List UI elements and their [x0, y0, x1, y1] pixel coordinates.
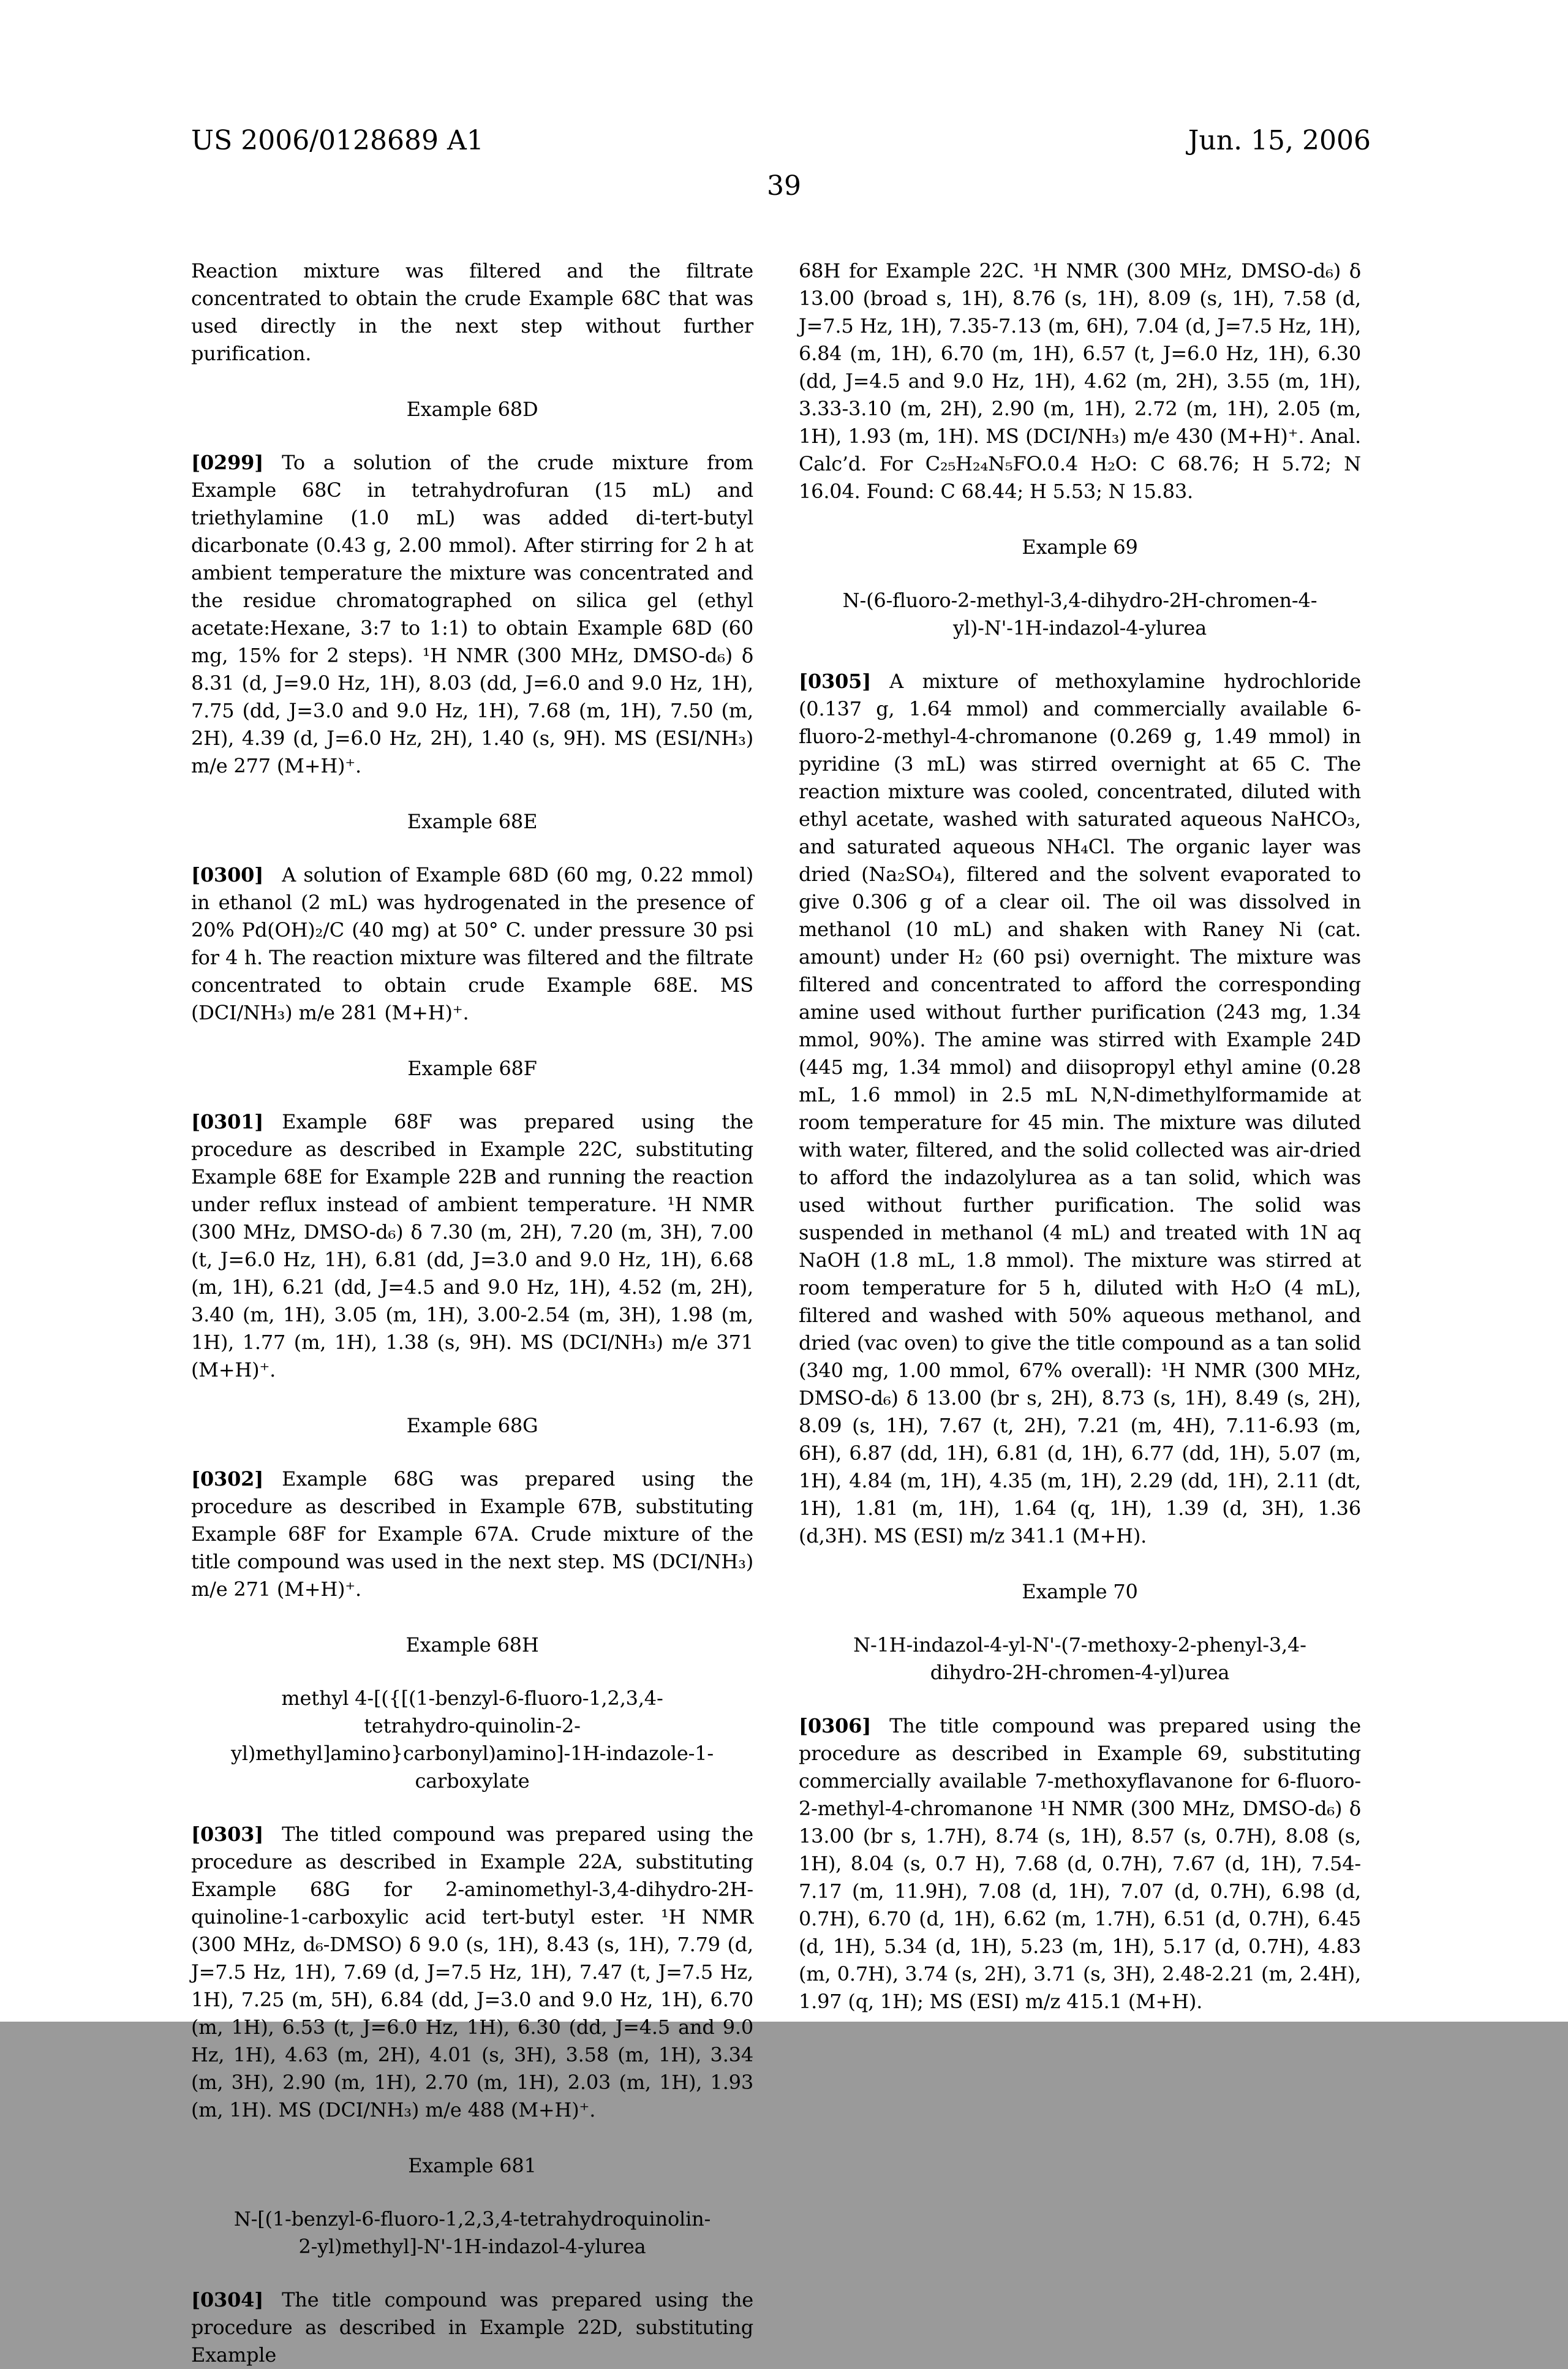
- paragraph-number: [0302]: [191, 1467, 264, 1491]
- example-heading: Example 681: [408, 2154, 537, 2177]
- paragraph-number: [0305]: [799, 670, 872, 693]
- body-paragraph: [191, 449, 753, 780]
- paragraph-number: [0304]: [191, 2288, 264, 2311]
- body-paragraph: [191, 1108, 753, 1384]
- example-heading: Example 70: [1022, 1580, 1138, 1603]
- paragraph-text: Example 68G was prepared using the procedure as described in Example 67B, substituting Example 68F for Example 67A. Crude mixture of the title compound was used in the next step. MS (DCI/NH₃) m/e 271 (M+H)⁺.: [191, 1467, 753, 1601]
- paragraph-text: The titled compound was prepared using the procedure as described in Example 22A, substituting Example 68G for 2-aminomethyl-3,4-dihydro-2H-quinoline-1-carboxylic acid tert-butyl ester. ¹H NMR (300 MHz, d₆-DMSO) δ 9.0 (s, 1H), 8.43 (s, 1H), 7.79 (d, J=7.5 Hz, 1H), 7.69 (d, J=7.5 Hz, 1H), 7.47 (t, J=7.5 Hz, 1H), 7.25 (m, 5H), 6.84 (dd, J=3.0 and 9.0 Hz, 1H), 6.70 (m, 1H), 6.53 (t, J=6.0 Hz, 1H), 6.30 (dd, J=4.5 and 9.0 Hz, 1H), 4.63 (m, 2H), 4.01 (s, 3H), 3.58 (m, 1H), 3.34 (m, 3H), 2.90 (m, 1H), 2.70 (m, 1H), 2.03 (m, 1H), 1.93 (m, 1H). MS (DCI/NH₃) m/e 488 (M+H)⁺.: [191, 1823, 753, 2122]
- compound-name: N-[(1-benzyl-6-fluoro-1,2,3,4-tetrahydroquinolin-2-yl)methyl]-N'-1H-indazol-4-ylurea: [233, 2207, 711, 2258]
- page-header: [191, 126, 1371, 156]
- right-column: [799, 257, 1361, 2369]
- example-heading: Example 68H: [405, 1633, 539, 1657]
- body-paragraph: [799, 1712, 1361, 2016]
- paragraph-number: [0303]: [191, 1823, 264, 1846]
- body-paragraph: Reaction mixture was filtered and the filtrate concentrated to obtain the crude Example 68C that was used directly in the next step without further purification.: [191, 259, 753, 365]
- paragraph-text: A solution of Example 68D (60 mg, 0.22 mmol) in ethanol (2 mL) was hydrogenated in the presence of 20% Pd(OH)₂/C (40 mg) at 50° C. under pressure 30 psi for 4 h. The reaction mixture was filtered and the filtrate concentrated to obtain crude Example 68E. MS (DCI/NH₃) m/e 281 (M+H)⁺.: [191, 863, 753, 1024]
- body-paragraph: [191, 861, 753, 1027]
- paragraph-number: [0299]: [191, 451, 264, 474]
- paragraph-number: [0306]: [799, 1714, 872, 1737]
- page-number: 39: [767, 170, 801, 202]
- example-heading: Example 68D: [406, 398, 538, 421]
- paragraph-text: To a solution of the crude mixture from Example 68C in tetrahydrofuran (15 mL) and triethylamine (1.0 mL) was added di-tert-butyl dicarbonate (0.43 g, 2.00 mmol). After stirring for 2 h at ambient temperature the mixture was concentrated and the residue chromatographed on silica gel (ethyl acetate:Hexane, 3:7 to 1:1) to obtain Example 68D (60 mg, 15% for 2 steps). ¹H NMR (300 MHz, DMSO-d₆) δ 8.31 (d, J=9.0 Hz, 1H), 8.03 (dd, J=6.0 and 9.0 Hz, 1H), 7.75 (dd, J=3.0 and 9.0 Hz, 1H), 7.68 (m, 1H), 7.50 (m, 2H), 4.39 (d, J=6.0 Hz, 2H), 1.40 (s, 9H). MS (ESI/NH₃) m/e 277 (M+H)⁺.: [191, 451, 753, 777]
- patent-number: US 2006/0128689 A1: [191, 125, 484, 156]
- paragraph-text: A mixture of methoxylamine hydrochloride (0.137 g, 1.64 mmol) and commercially available 6-fluoro-2-methyl-4-chromanone (0.269 g, 1.49 mmol) in pyridine (3 mL) was stirred overnight at 65 C. The reaction mixture was cooled, concentrated, diluted with ethyl acetate, washed with saturated aqueous NaHCO₃, and saturated aqueous NH₄Cl. The organic layer was dried (Na₂SO₄), filtered and the solvent evaporated to give 0.306 g of a clear oil. The oil was dissolved in methanol (10 mL) and shaken with Raney Ni (cat. amount) under H₂ (60 psi) overnight. The mixture was filtered and concentrated to afford the corresponding amine used without further purification (243 mg, 1.34 mmol, 90%). The amine was stirred with Example 24D (445 mg, 1.34 mmol) and diisopropyl ethyl amine (0.28 mL, 1.6 mmol) in 2.5 mL N,N-dimethylformamide at room temperature for 45 min. The mixture was diluted with water, filtered, and the solid collected was air-dried to afford the indazolylurea as a tan solid, which was used without further purification. The solid was suspended in methanol (4 mL) and treated with 1N aq NaOH (1.8 mL, 1.8 mmol). The mixture was stirred at room temperature for 5 h, diluted with H₂O (4 mL), filtered and washed with 50% aqueous methanol, and dried (vac oven) to give the title compound as a tan solid (340 mg, 1.00 mmol, 67% overall): ¹H NMR (300 MHz, DMSO-d₆) δ 13.00 (br s, 2H), 8.73 (s, 1H), 8.49 (s, 2H), 8.09 (s, 1H), 7.67 (t, 2H), 7.21 (m, 4H), 7.11-6.93 (m, 6H), 6.87 (dd, 1H), 6.81 (d, 1H), 6.77 (dd, 1H), 5.07 (m, 1H), 4.84 (m, 1H), 4.35 (m, 1H), 2.29 (dd, 1H), 2.11 (dt, 1H), 1.81 (m, 1H), 1.64 (q, 1H), 1.39 (d, 3H), 1.36 (d,3H). MS (ESI) m/z 341.1 (M+H).: [799, 670, 1361, 1547]
- example-heading: Example 68G: [406, 1414, 538, 1437]
- body-paragraph: 68H for Example 22C. ¹H NMR (300 MHz, DMSO-d₆) δ 13.00 (broad s, 1H), 8.76 (s, 1H), 8.09 (s, 1H), 7.58 (d, J=7.5 Hz, 1H), 7.35-7.13 (m, 6H), 7.04 (d, J=7.5 Hz, 1H), 6.84 (m, 1H), 6.70 (m, 1H), 6.57 (t, J=6.0 Hz, 1H), 6.30 (dd, J=4.5 and 9.0 Hz, 1H), 4.62 (m, 2H), 3.55 (m, 1H), 3.33-3.10 (m, 2H), 2.90 (m, 1H), 2.72 (m, 1H), 2.05 (m, 1H), 1.93 (m, 1H). MS (DCI/NH₃) m/e 430 (M+H)⁺. Anal. Calc’d. For C₂₅H₂₄N₅FO.0.4 H₂O: C 68.76; H 5.72; N 16.04. Found: C 68.44; H 5.53; N 15.83.: [799, 259, 1361, 503]
- paragraph-number: [0301]: [191, 1110, 264, 1133]
- body-paragraph: [191, 2286, 753, 2369]
- body-paragraph: [191, 1821, 753, 2124]
- compound-name: methyl 4-[({[(1-benzyl-6-fluoro-1,2,3,4-tetrahydro-quinolin-2-yl)methyl]amino}carbonyl)amino]-1H-indazole-1-carboxylate: [230, 1687, 714, 1793]
- body-paragraph: [191, 1465, 753, 1603]
- example-heading: Example 69: [1022, 535, 1138, 559]
- paragraph-number: [0300]: [191, 863, 264, 886]
- left-column: [191, 257, 753, 2369]
- paragraph-text: The title compound was prepared using the procedure as described in Example 69, substituting commercially available 7-methoxyflavanone for 6-fluoro-2-methyl-4-chromanone ¹H NMR (300 MHz, DMSO-d₆) δ 13.00 (br s, 1.7H), 8.74 (s, 1H), 8.57 (s, 0.7H), 8.08 (s, 1H), 8.04 (s, 0.7 H), 7.68 (d, 0.7H), 7.67 (d, 1H), 7.54-7.17 (m, 11.9H), 7.08 (d, 1H), 7.07 (d, 0.7H), 6.98 (d, 0.7H), 6.70 (d, 1H), 6.62 (m, 1.7H), 6.51 (d, 0.7H), 6.45 (d, 1H), 5.34 (d, 1H), 5.23 (m, 1H), 5.17 (d, 0.7H), 4.83 (m, 0.7H), 3.74 (s, 2H), 3.71 (s, 3H), 2.48-2.21 (m, 2.4H), 1.97 (q, 1H); MS (ESI) m/z 415.1 (M+H).: [799, 1714, 1361, 2013]
- body-paragraph: [799, 668, 1361, 1550]
- publication-date: Jun. 15, 2006: [1188, 125, 1371, 156]
- page-body: [191, 257, 1361, 2369]
- compound-name: N-(6-fluoro-2-methyl-3,4-dihydro-2H-chromen-4-yl)-N'-1H-indazol-4-ylurea: [842, 589, 1317, 640]
- example-heading: Example 68F: [407, 1057, 537, 1080]
- compound-name: N-1H-indazol-4-yl-N'-(7-methoxy-2-phenyl-3,4-dihydro-2H-chromen-4-yl)urea: [853, 1633, 1306, 1684]
- paragraph-text: Example 68F was prepared using the procedure as described in Example 22C, substituting Example 68E for Example 22B and running the reaction under reflux instead of ambient temperature. ¹H NMR (300 MHz, DMSO-d₆) δ 7.30 (m, 2H), 7.20 (m, 3H), 7.00 (t, J=6.0 Hz, 1H), 6.81 (dd, J=3.0 and 9.0 Hz, 1H), 6.68 (m, 1H), 6.21 (dd, J=4.5 and 9.0 Hz, 1H), 4.52 (m, 2H), 3.40 (m, 1H), 3.05 (m, 1H), 3.00-2.54 (m, 3H), 1.98 (m, 1H), 1.77 (m, 1H), 1.38 (s, 9H). MS (DCI/NH₃) m/e 371 (M+H)⁺.: [191, 1110, 753, 1381]
- example-heading: Example 68E: [407, 810, 538, 833]
- paragraph-text: The title compound was prepared using the procedure as described in Example 22D, substituting Example: [191, 2288, 753, 2367]
